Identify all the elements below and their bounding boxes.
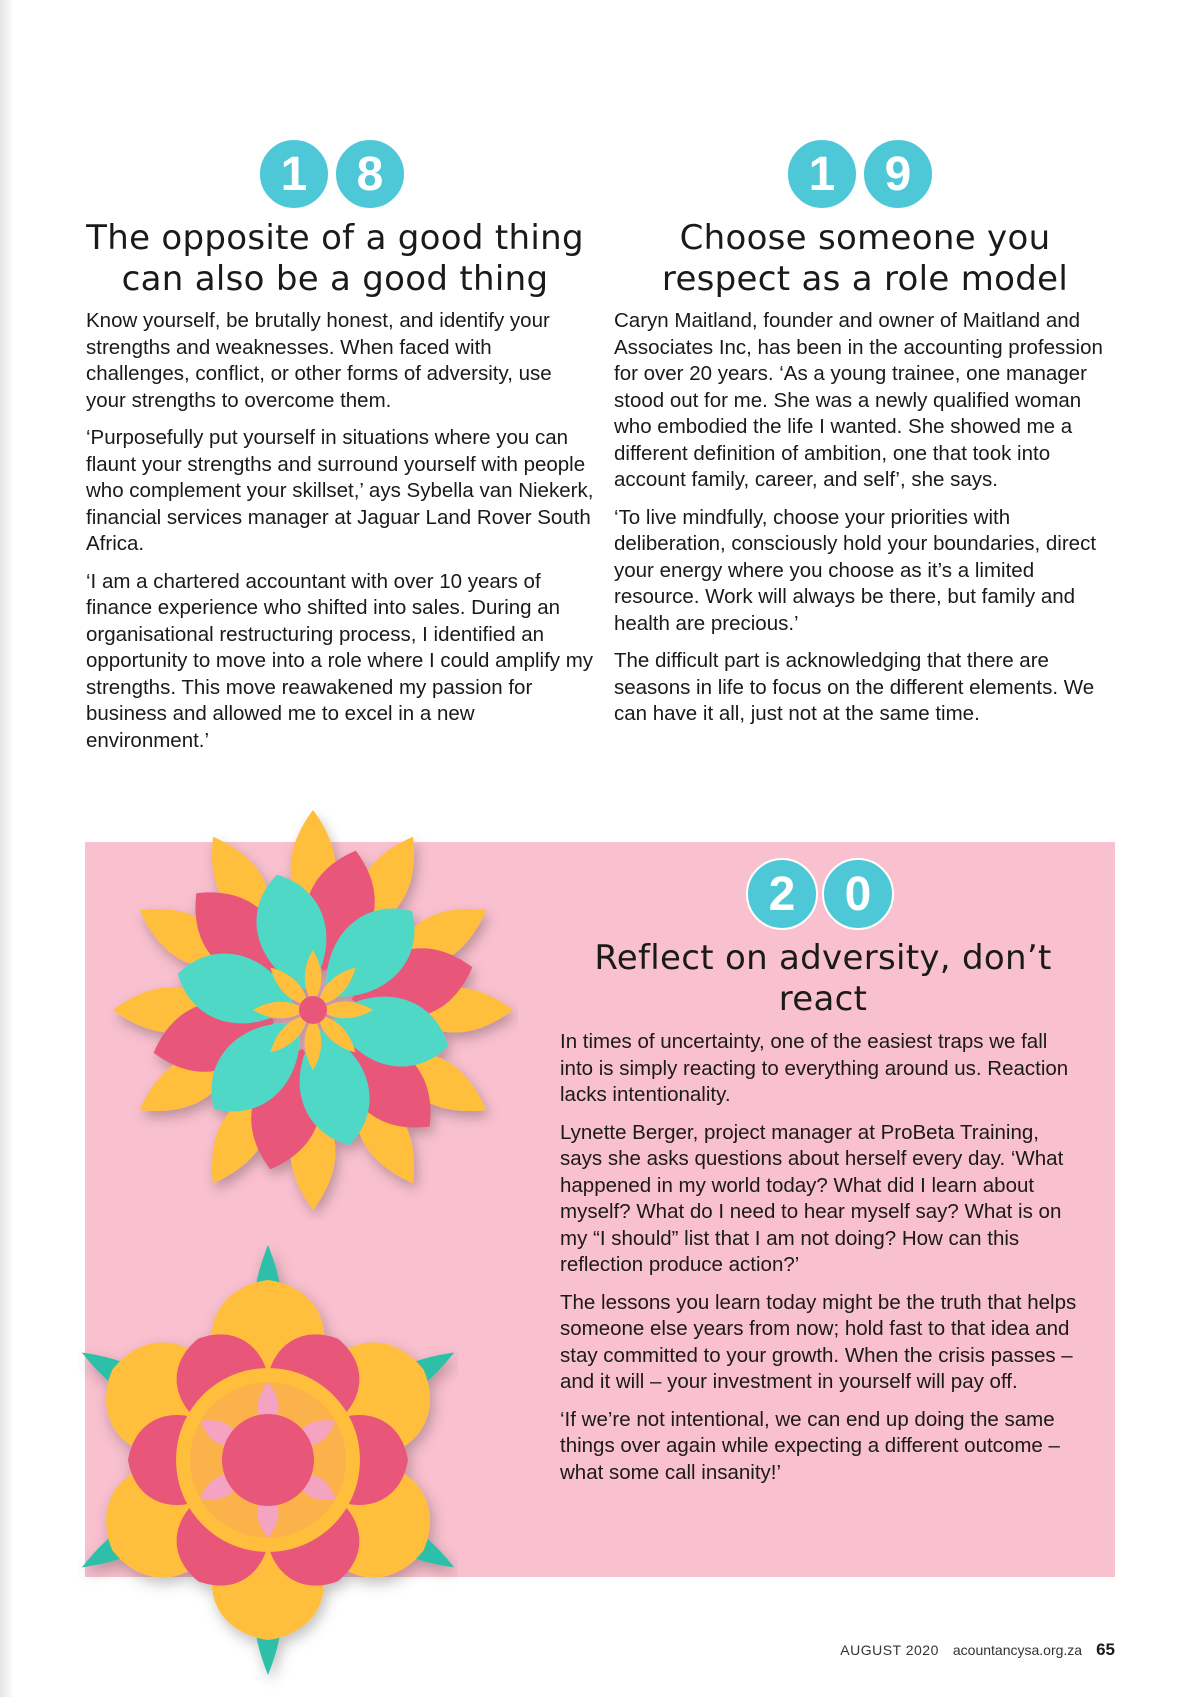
tip-20-body — [560, 1029, 1085, 1497]
digit-circle: 1 — [786, 138, 858, 210]
paragraph: ‘I am a chartered accountant with over 10 years of finance experience who shifted into sales. During an organisational restructuring process, I identified an opportunity to move into a role where I could amplify my strengths. This move reawakened my passion for business and allowed me to excel in a new environment.’ — [86, 569, 594, 752]
paragraph: Caryn Maitland, founder and owner of Maitland and Associates Inc, has been in the accounting profession for over 20 years. ‘As a young trainee, one manager stood out for me. She was a newly qualified woman who embodied the life I wanted. She showed me a different definition of ambition, one that took into account family, career, and self’, she says. — [614, 309, 1103, 491]
tip-18-number-badge — [258, 138, 406, 210]
tip-18-body — [86, 308, 596, 765]
digit-circle: 2 — [746, 858, 818, 930]
page-edge-shadow — [0, 0, 14, 1697]
paragraph: ‘Purposefully put yourself in situations where you can flaunt your strengths and surround yourself with people who complement your skillset,’ ays Sybella van Niekerk, financial services manager at Jaguar Land Rover South Africa. — [86, 426, 594, 555]
page-number: 65 — [1096, 1640, 1115, 1659]
paragraph: Lynette Berger, project manager at ProBeta Training, says she asks questions about herself every day. ‘What happened in my world today? What did I learn about myself? What do I need to hear myself say? What is on my “I should” list that I am not doing? How can this reflection produce action?’ — [560, 1120, 1064, 1276]
tip-18-heading: The opposite of a good thing can also be a good thing — [86, 218, 584, 299]
paragraph: The difficult part is acknowledging that there are seasons in life to focus on the different elements. We can have it all, just not at the same time. — [614, 649, 1095, 725]
website-link[interactable]: acountancysa.org.za — [952, 1642, 1083, 1658]
digit-circle: 8 — [334, 138, 406, 210]
tip-20-number-badge — [746, 858, 894, 930]
layered-flower-illustration — [78, 1240, 458, 1697]
paragraph: ‘If we’re not intentional, we can end up doing the same things over again while expecting a different outcome – what some call insanity!’ — [560, 1407, 1060, 1484]
tip-19-number-badge — [786, 138, 934, 210]
page-footer — [840, 1640, 1115, 1660]
paragraph: ‘To live mindfully, choose your priorities with deliberation, consciously hold your boundaries, direct your energy where you choose as it’s a limited resource. Work will always be there, but family and health are precious.’ — [614, 505, 1097, 635]
tip-19-body — [614, 308, 1124, 739]
tip-20-heading: Reflect on adversity, don’t react — [594, 938, 1052, 1019]
paragraph: Know yourself, be brutally honest, and identify your strengths and weaknesses. When faced with challenges, conflict, or other forms of adversity, use your strengths to overcome them. — [86, 309, 552, 412]
paragraph: In times of uncertainty, one of the easiest traps we fall into is simply reacting to everything around us. Reaction lacks intentionality. — [560, 1030, 1069, 1106]
mandala-flower-illustration — [108, 800, 518, 1220]
tip-19-heading: Choose someone you respect as a role model — [661, 218, 1069, 299]
paragraph: The lessons you learn today might be the truth that helps someone else years from now; hold fast to that idea and stay committed to your growth. When the crisis passes – and it will – your investment in yourself will pay off. — [560, 1290, 1077, 1393]
digit-circle: 1 — [258, 138, 330, 210]
digit-circle: 9 — [862, 138, 934, 210]
digit-circle: 0 — [822, 858, 894, 930]
issue-date: AUGUST 2020 — [840, 1642, 939, 1658]
